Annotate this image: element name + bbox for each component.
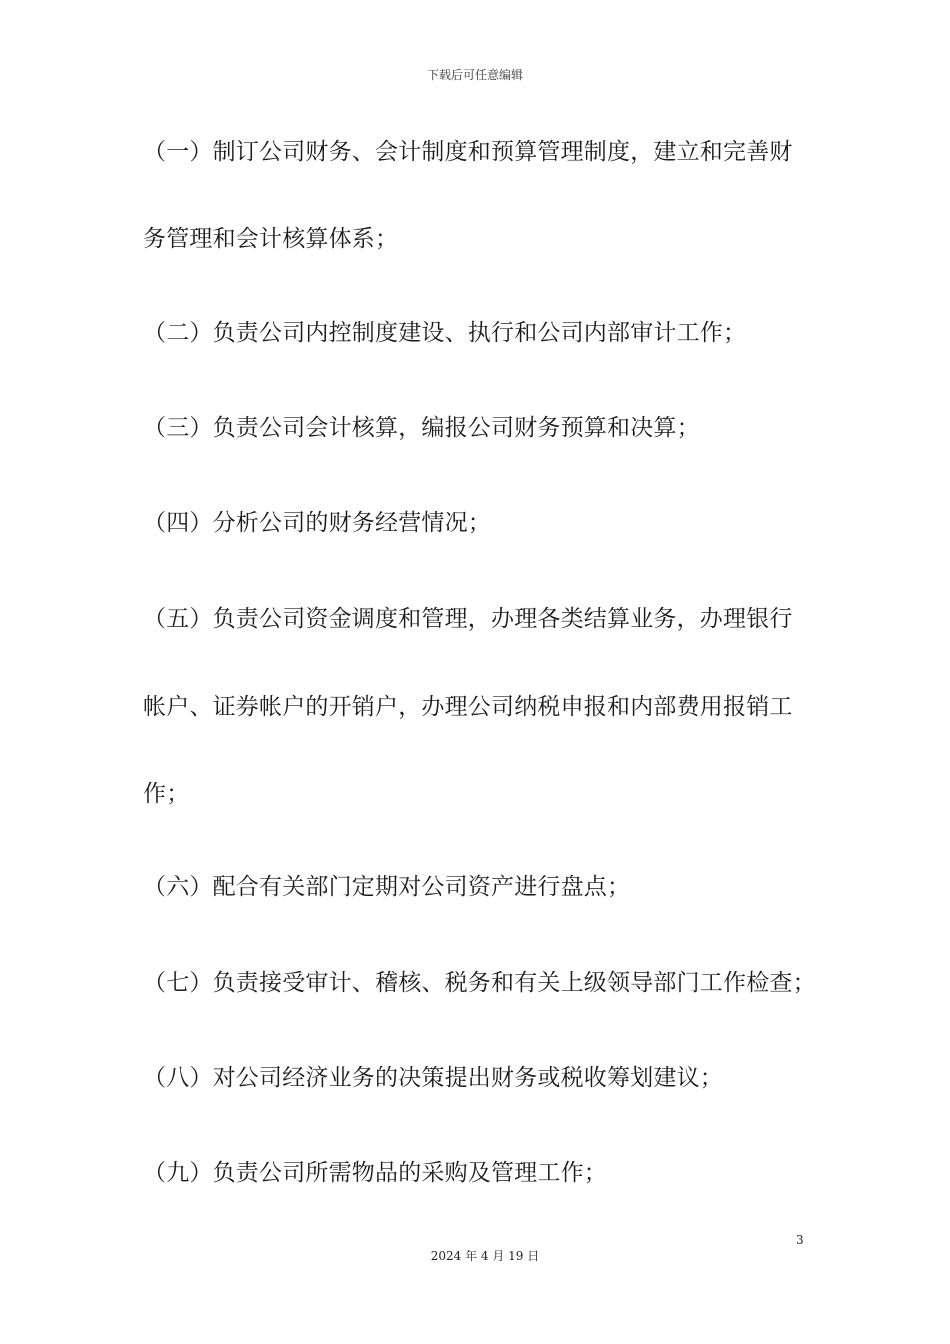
paragraph-line: （六）配合有关部门定期对公司资产进行盘点；: [143, 874, 631, 900]
paragraph-line: 务管理和会计核算体系；: [143, 226, 399, 252]
paragraph-line: 作；: [143, 781, 190, 807]
paragraph-line: （五）负责公司资金调度和管理，办理各类结算业务，办理银行: [143, 606, 793, 632]
paragraph-line: （八）对公司经济业务的决策提出财务或税收筹划建议；: [143, 1065, 723, 1091]
page-footer-date: 2024 年 4 月 19 日: [430, 1249, 540, 1263]
paragraph-line: （九）负责公司所需物品的采购及管理工作；: [143, 1160, 607, 1186]
paragraph-line: （四）分析公司的财务经营情况；: [143, 510, 491, 536]
page-header: 下载后可任意编辑: [426, 68, 523, 82]
paragraph-line: 帐户、证券帐户的开销户，办理公司纳税申报和内部费用报销工: [143, 694, 793, 720]
paragraph-line: （一）制订公司财务、会计制度和预算管理制度，建立和完善财: [143, 139, 793, 165]
paragraph-line: （三）负责公司会计核算，编报公司财务预算和决算；: [143, 415, 700, 441]
paragraph-line: （二）负责公司内控制度建设、执行和公司内部审计工作；: [143, 320, 747, 346]
page-number: 3: [796, 1233, 804, 1247]
paragraph-line: （七）负责接受审计、稽核、税务和有关上级领导部门工作检查；: [143, 970, 816, 996]
